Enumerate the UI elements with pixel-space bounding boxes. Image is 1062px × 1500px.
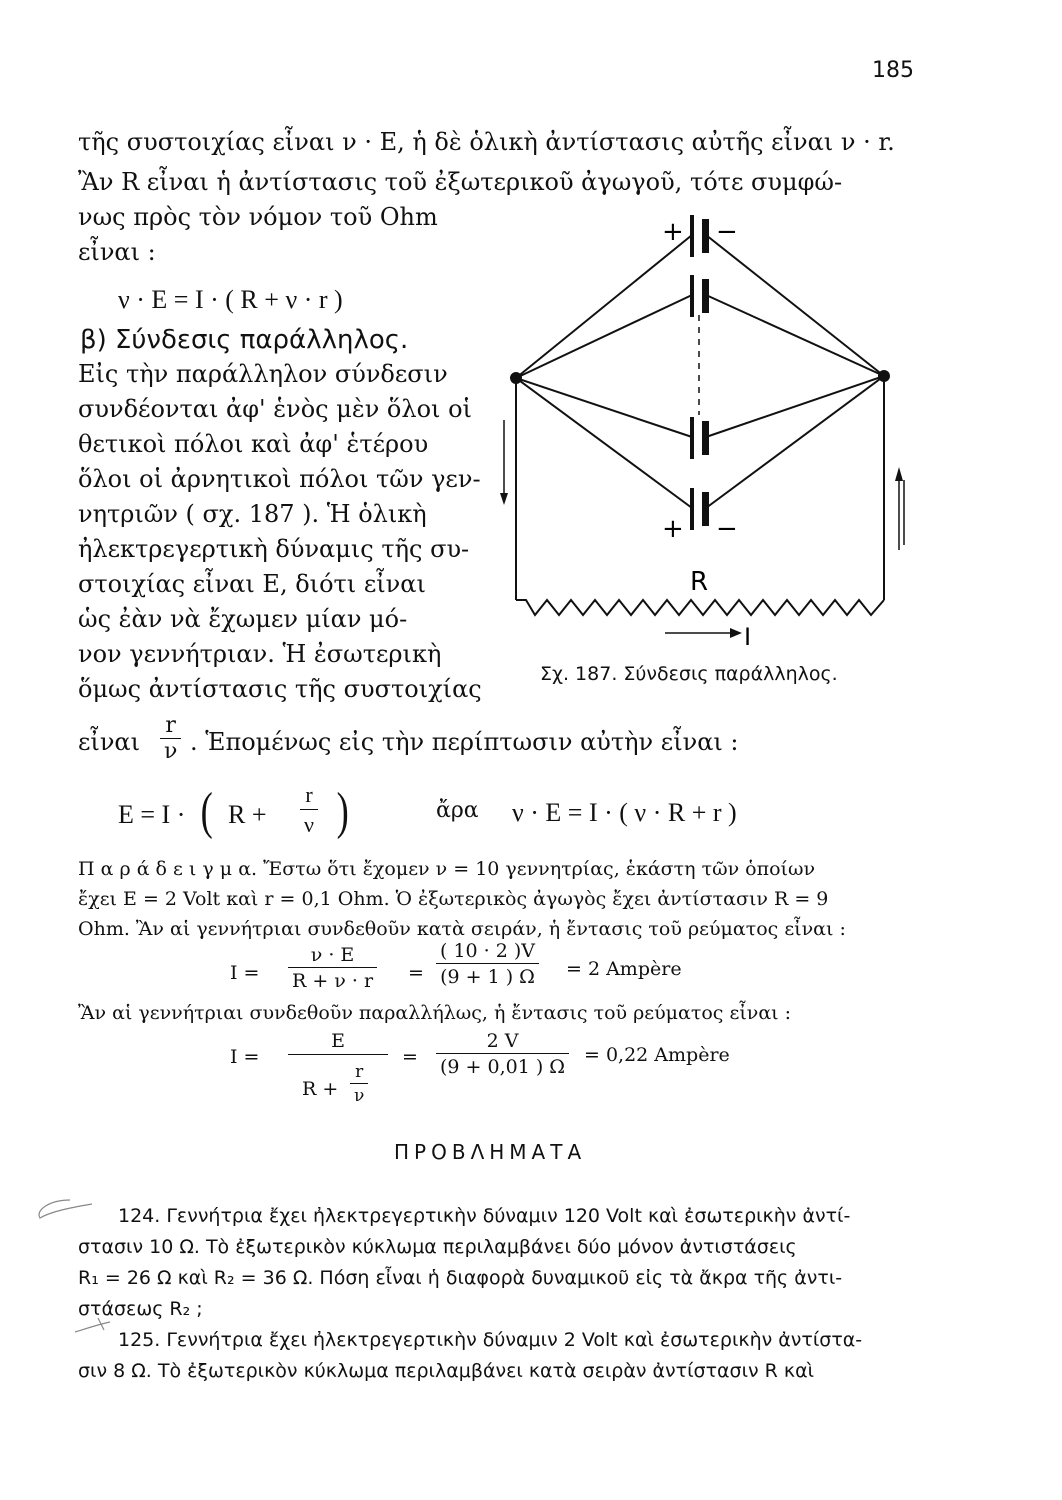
ara-word: ἄρα [436,798,479,823]
p124-line-4: στάσεως R₂ ; [78,1298,203,1320]
section-line: στοιχίας εἶναι Ε, διότι εἶναι [78,570,426,598]
eq2-result: = 0,22 Ampère [584,1044,730,1066]
section-heading: β) Σύνδεσις παράλληλος. [80,325,409,355]
page-number: 185 [872,58,914,83]
p124-line-3: R₁ = 26 Ω καὶ R₂ = 36 Ω. Πόση εἶναι ἡ διαφορὰ δυναμικοῦ εἰς τὰ ἄκρα τῆς ἀντι- [78,1267,843,1289]
intro-line-3: νως πρὸς τὸν νόμον τοῦ Ohm [78,203,438,231]
p125-line-2: σιν 8 Ω. Τὸ ἐξωτερικὸν κύκλωμα περιλαμβάνει κατὰ σειρὰν ἀντίστασιν R καὶ [78,1360,815,1382]
eq1-num1: ν · E [288,944,377,968]
intro-line-2: Ἂν R εἶναι ἡ ἀντίστασις τοῦ ἐξωτερικοῦ ἀγωγοῦ, τότε συμφώ- [78,168,843,196]
section-line: συνδέονται ἀφ' ἑνὸς μὲν ὅλοι οἱ [78,395,472,423]
right-paren: ) [336,783,349,840]
current-label: I [744,623,752,651]
minus-top-label: − [716,217,738,247]
eq1-num2: ( 10 · 2 )V [436,940,539,964]
eq2-den1-a: R + [302,1078,339,1100]
example-line-1: Π α ρ ά δ ε ι γ μ α. Ἔστω ὅτι ἔχομεν ν = 10 γεννητρίας, ἑκάστη τῶν ὁποίων [78,858,816,880]
plus-bottom-label: + [662,514,684,544]
p125-line-1: 125. Γεννήτρια ἔχει ἠλεκτρεγερτικὴν δύναμιν 2 Volt καὶ ἐσωτερικὴν ἀντίστα- [118,1329,863,1351]
eq2-fraction-2 [436,1030,569,1078]
section-last-suffix: . Ἑπομένως εἰς τὴν περίπτωσιν αὐτὴν εἶναι : [190,728,739,756]
intro-line-4: εἶναι : [78,238,156,266]
figure-caption: Σχ. 187. Σύνδεσις παράλληλος. [540,663,838,685]
section-line: νητριῶν ( σχ. 187 ). Ἡ ὁλικὴ [78,500,427,528]
section-line: νον γεννήτριαν. Ἡ ἐσωτερικὴ [78,640,442,668]
main-eq-num: r [300,782,318,810]
eq2-lhs: I = [230,1046,260,1068]
section-line: ὅμως ἀντίστασις τῆς συστοιχίας [78,675,482,703]
eq1-lhs: I = [230,962,260,984]
section-line: ὅλοι οἱ ἀρνητικοὶ πόλοι τῶν γεν- [78,465,481,493]
eq1-den2: (9 + 1 ) Ω [440,966,535,988]
eq2-equals: = [402,1046,418,1068]
figure-187-circuit [490,215,910,685]
p124-line-2: στασιν 10 Ω. Τὸ ἐξωτερικὸν κύκλωμα περιλαμβάνει δύο μόνον ἀντιστάσεις [78,1236,797,1258]
main-eq-right: ν · E = I · ( ν · R + r ) [512,798,737,827]
main-eq-fraction [300,782,318,838]
fraction-denominator: ν [164,739,178,764]
plus-top-label: + [662,217,684,247]
eq1-result: = 2 Ampère [566,958,682,980]
resistor-r [516,600,884,615]
example-line-2: ἔχει E = 2 Volt καὶ r = 0,1 Ohm. Ὁ ἐξωτερικὸς ἀγωγὸς ἔχει ἀντίστασιν R = 9 [78,888,829,910]
pencil-marks [30,1190,120,1350]
series-formula: ν · E = I · ( R + ν · r ) [118,285,343,314]
eq2-num1: E [288,1030,388,1055]
eq2-den-den: ν [354,1086,365,1106]
section-line: Εἰς τὴν παράλληλον σύνδεσιν [78,360,448,388]
eq1-equals: = [408,962,424,984]
left-paren: ( [200,783,213,840]
section-last-prefix: εἶναι [78,728,141,756]
section-line: ὡς ἐὰν νὰ ἔχωμεν μίαν μό- [78,605,408,633]
resistor-label: R [690,567,709,597]
main-eq-inner: R + [228,800,267,829]
main-eq-den: ν [304,812,314,837]
eq2-den-num: r [350,1062,368,1084]
section-line: θετικοὶ πόλοι καὶ ἀφ' ἑτέρου [78,430,429,458]
problems-heading: ΠΡΟΒΛΗΜΑΤΑ [394,1140,587,1164]
eq1-fraction-2 [436,940,539,988]
eq2-den2: (9 + 0,01 ) Ω [440,1056,566,1078]
eq1-den1: R + ν · r [292,970,374,992]
example-line-3: Ohm. Ἂν αἱ γεννήτριαι συνδεθοῦν κατὰ σειράν, ἡ ἔντασις τοῦ ρεύματος εἶναι : [78,918,846,940]
up-arrow-icon [895,467,903,481]
main-eq-left: E = I · [118,800,186,829]
minus-bottom-label: − [716,514,738,544]
section-line: ἠλεκτρεγερτικὴ δύναμις τῆς συ- [78,535,470,563]
r-over-nu-fraction [160,715,181,763]
eq1-fraction-1 [288,944,377,992]
right-arrow-icon [730,628,742,638]
down-arrow-icon [500,493,508,505]
example-line-4: Ἂν αἱ γεννήτριαι συνδεθοῦν παραλλήλως, ἡ ἔντασις τοῦ ρεύματος εἶναι : [78,1002,792,1024]
p124-line-1: 124. Γεννήτρια ἔχει ἠλεκτρεγερτικὴν δύναμιν 120 Volt καὶ ἐσωτερικὴν ἀντί- [118,1205,851,1227]
eq2-num2: 2 V [436,1030,569,1054]
eq2-den-fraction [350,1062,368,1106]
intro-line-1: τῆς συστοιχίας εἶναι ν · Ε, ἡ δὲ ὁλικὴ ἀντίστασις αὐτῆς εἶναι ν · r. [78,128,895,156]
fraction-numerator: r [160,715,181,739]
